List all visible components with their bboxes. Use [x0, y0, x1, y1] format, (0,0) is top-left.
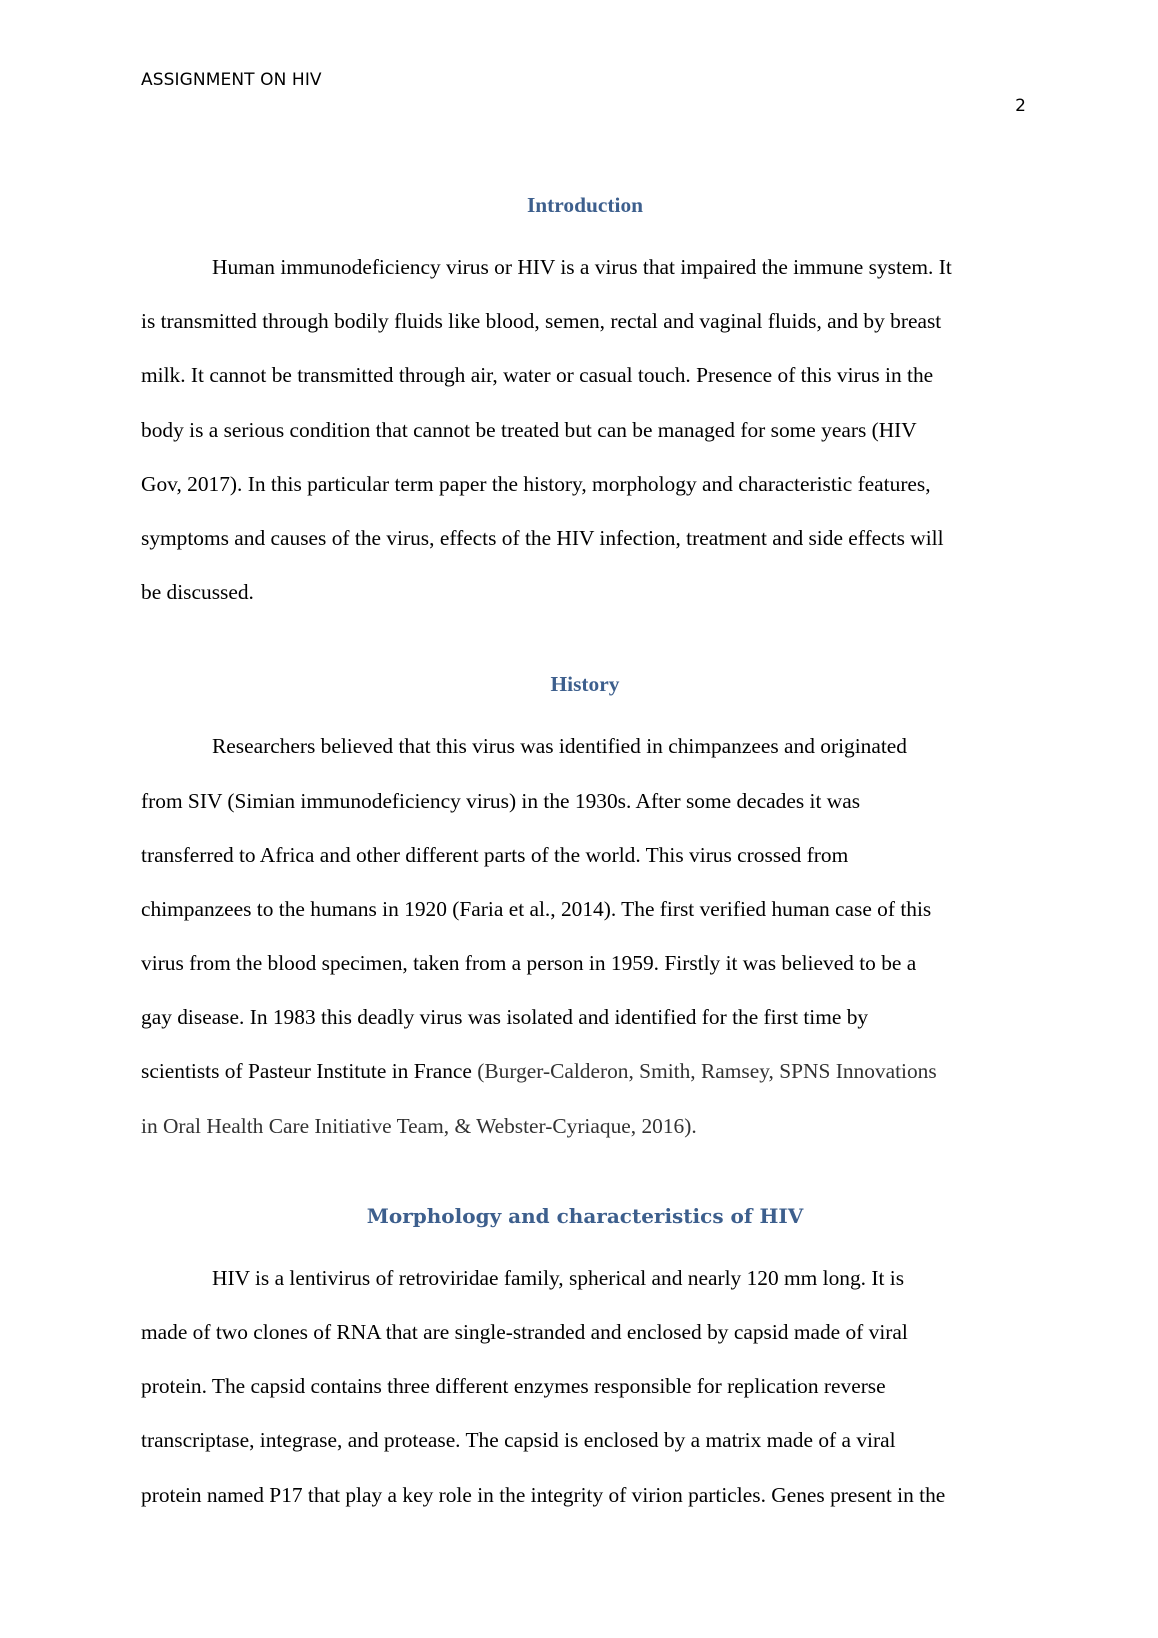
text-line: Researchers believed that this virus was identified in chimpanzees and originated	[212, 734, 907, 759]
heading-introduction: Introduction	[526, 193, 644, 217]
text-line: symptoms and causes of the virus, effects of the HIV infection, treatment and side effects will	[141, 525, 944, 550]
text-line: body is a serious condition that cannot be treated but can be managed for some years (HIV	[141, 417, 917, 442]
text-line: from SIV (Simian immunodeficiency virus) in the 1930s. After some decades it was	[141, 788, 861, 813]
text-line: transcriptase, integrase, and protease. The capsid is enclosed by a matrix made of a viral	[141, 1428, 896, 1453]
text-run: scientists of Pasteur Institute in France	[141, 1059, 478, 1084]
text-line: be discussed.	[141, 580, 254, 605]
text-line	[141, 1044, 1029, 1098]
heading-history: History	[550, 672, 620, 697]
citation: (Burger-Calderon, Smith, Ramsey, SPNS Innovations	[477, 1059, 937, 1084]
text-line: virus from the blood specimen, taken from a person in 1959. Firstly it was believed to be a	[141, 951, 917, 976]
text-line: HIV is a lentivirus of retroviridae family, spherical and nearly 120 mm long. It is	[212, 1265, 905, 1290]
text-line: made of two clones of RNA that are single-stranded and enclosed by capsid made of viral	[141, 1320, 908, 1344]
paragraph-morphology	[141, 1251, 1029, 1522]
text-line: Gov, 2017). In this particular term paper the history, morphology and characteristic features,	[141, 471, 931, 496]
text-line: gay disease. In 1983 this deadly virus was isolated and identified for the first time by	[141, 1005, 869, 1030]
page-number: 2	[1015, 96, 1026, 116]
text-line: milk. It cannot be transmitted through air, water or casual touch. Presence of this virus in the	[141, 363, 934, 388]
document-body	[141, 188, 1029, 1522]
text-line: transferred to Africa and other different parts of the world. This virus crossed from	[141, 842, 849, 867]
text-line: is transmitted through bodily fluids like blood, semen, rectal and vaginal fluids, and by breast	[141, 309, 942, 334]
citation-line: in Oral Health Care Initiative Team, & Webster-Cyriaque, 2016).	[141, 1113, 697, 1138]
paragraph-history	[141, 719, 1029, 1153]
text-line: protein. The capsid contains three different enzymes responsible for replication reverse	[141, 1374, 886, 1399]
text-line: Human immunodeficiency virus or HIV is a virus that impaired the immune system. It	[212, 255, 952, 279]
text-line: protein named P17 that play a key role in the integrity of virion particles. Genes present in the	[141, 1482, 946, 1507]
text-line: chimpanzees to the humans in 1920 (Faria et al., 2014). The first verified human case of this	[141, 896, 932, 921]
running-head: ASSIGNMENT ON HIV	[141, 70, 322, 90]
heading-morphology: Morphology and characteristics of HIV	[366, 1203, 804, 1228]
paragraph-introduction	[141, 240, 1029, 619]
